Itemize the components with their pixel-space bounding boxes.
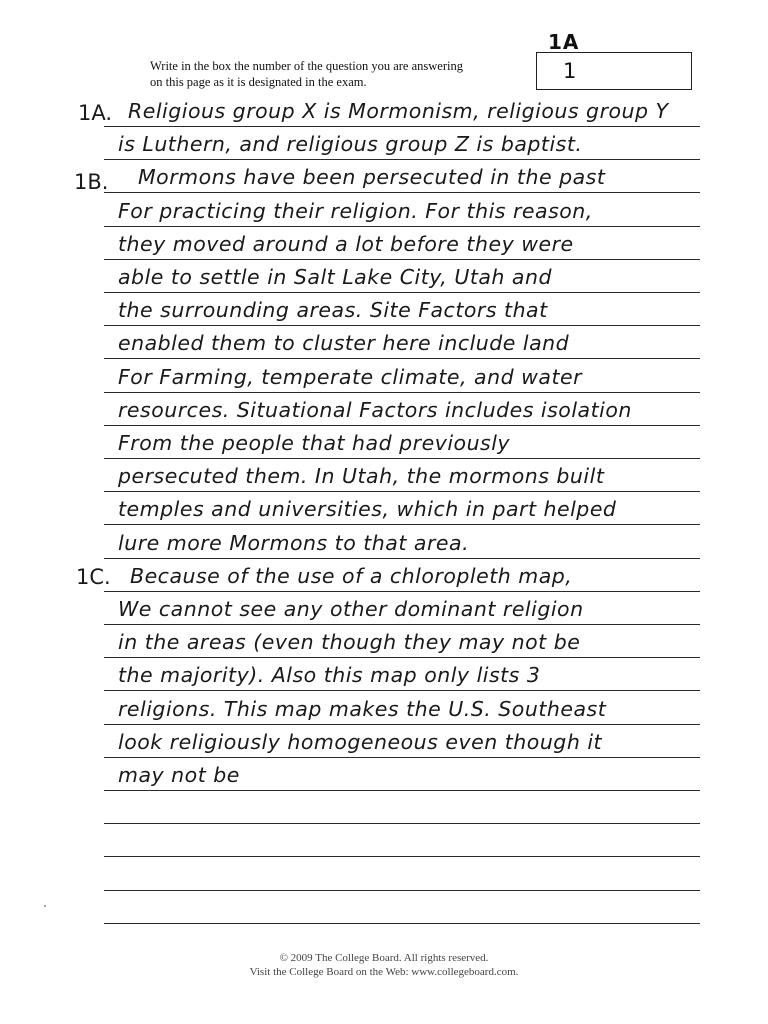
ruled-line [104,823,700,824]
instruction-line-2: on this page as it is designated in the exam. [150,75,367,89]
answer-label-1c: 1C. [76,565,111,589]
ruled-line [104,292,700,293]
ruled-line [104,159,700,160]
instruction-line-1: Write in the box the number of the question you are answering [150,59,463,73]
footer [0,951,768,979]
handwritten-line: Religious group X is Mormonism, religious group Y [128,99,669,123]
handwritten-line: Mormons have been persecuted in the past [138,165,606,189]
ruled-line [104,790,700,791]
ruled-line [104,358,700,359]
ruled-line [104,491,700,492]
handwritten-line: For practicing their religion. For this reason, [118,199,593,223]
handwritten-line: look religiously homogeneous even though it [118,730,603,754]
ruled-line [104,524,700,525]
handwritten-line: persecuted them. In Utah, the mormons built [118,464,605,488]
handwritten-line: Because of the use of a chloropleth map, [130,564,573,588]
handwritten-line: the majority). Also this map only lists 3 [118,663,541,687]
ruled-line [104,757,700,758]
scan-speck [44,905,46,907]
handwritten-line: For Farming, temperate climate, and water [118,365,583,389]
handwritten-line: temples and universities, which in part helped [118,497,617,521]
ruled-line [104,624,700,625]
handwritten-line: in the areas (even though they may not be [118,630,581,654]
handwritten-line: religions. This map makes the U.S. Southeast [118,697,607,721]
handwritten-line: is Luthern, and religious group Z is baptist. [118,132,583,156]
ruled-line [104,392,700,393]
handwritten-line: From the people that had previously [118,431,511,455]
ruled-line [104,192,700,193]
handwritten-line: they moved around a lot before they were [118,232,574,256]
ruled-line [104,558,700,559]
ruled-line [104,226,700,227]
answer-label-1a: 1A. [78,101,113,125]
ruled-line [104,126,700,127]
ruled-line [104,724,700,725]
ruled-line [104,591,700,592]
handwritten-line: We cannot see any other dominant religion [118,597,584,621]
handwritten-line: the surrounding areas. Site Factors that [118,298,548,322]
ruled-line [104,923,700,924]
ruled-line [104,325,700,326]
answer-label-1b: 1B. [74,170,109,194]
footer-copyright: © 2009 The College Board. All rights reserved. [279,952,489,964]
ruled-line [104,458,700,459]
handwritten-question-label: 1A [548,30,580,54]
handwritten-line: able to settle in Salt Lake City, Utah and [118,265,553,289]
question-number-value: 1 [563,59,577,83]
ruled-line [104,259,700,260]
ruled-line [104,425,700,426]
handwritten-line: enabled them to cluster here include land [118,331,570,355]
ruled-line [104,657,700,658]
handwritten-line: resources. Situational Factors includes isolation [118,398,632,422]
ruled-line [104,690,700,691]
ruled-line [104,856,700,857]
footer-visit: Visit the College Board on the Web: www.collegeboard.com. [249,966,519,978]
handwritten-line: may not be [118,763,240,787]
handwritten-line: lure more Mormons to that area. [118,531,470,555]
ruled-line [104,890,700,891]
